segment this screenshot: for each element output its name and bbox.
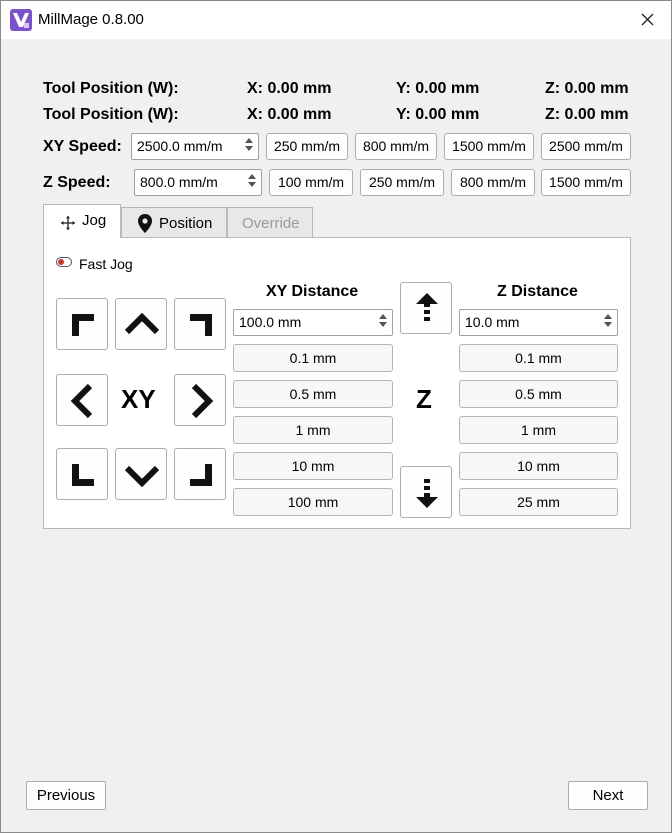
corner-down-left-icon — [57, 449, 109, 501]
z-speed-preset-button[interactable]: 1500 mm/m — [541, 169, 631, 196]
z-distance-preset-button[interactable]: 1 mm — [459, 416, 618, 444]
xy-distance-stepper[interactable] — [376, 312, 390, 333]
tab-jog[interactable] — [43, 204, 121, 238]
previous-button[interactable]: Previous — [26, 781, 106, 810]
tab-position[interactable] — [121, 207, 227, 240]
stepper-down-icon[interactable] — [379, 322, 387, 327]
tool-position-label: Tool Position (W): — [43, 106, 179, 123]
z-distance-input[interactable] — [459, 309, 618, 336]
next-button[interactable]: Next — [568, 781, 648, 810]
xy-speed-preset-button[interactable]: 800 mm/m — [355, 133, 437, 160]
z-down-arrow-icon — [401, 467, 453, 519]
z-speed-input[interactable] — [134, 169, 262, 196]
xy-distance-label: XY Distance — [266, 283, 359, 300]
xy-speed-label: XY Speed: — [43, 138, 122, 155]
tab-jog-label: Jog — [82, 212, 107, 229]
xy-distance-value: 100.0 mm — [239, 314, 302, 330]
jog-down-left-button[interactable] — [56, 448, 108, 500]
z-distance-preset-button[interactable]: 10 mm — [459, 452, 618, 480]
tab-position-label: Position — [159, 215, 213, 232]
z-distance-preset-button[interactable]: 0.1 mm — [459, 344, 618, 372]
jog-up-right-button[interactable] — [174, 298, 226, 350]
stepper-up-icon[interactable] — [604, 314, 612, 319]
z-speed-preset-button[interactable]: 250 mm/m — [360, 169, 444, 196]
z-speed-preset-button[interactable]: 800 mm/m — [451, 169, 535, 196]
title-bar — [1, 1, 671, 39]
tool-position-x: X: 0.00 mm — [247, 106, 332, 123]
xy-speed-preset-button[interactable]: 250 mm/m — [266, 133, 348, 160]
jog-down-right-button[interactable] — [174, 448, 226, 500]
z-speed-stepper[interactable] — [245, 172, 259, 193]
jog-panel — [43, 237, 631, 529]
xy-speed-preset-button[interactable]: 1500 mm/m — [444, 133, 534, 160]
tab-override[interactable] — [227, 207, 313, 240]
jog-z-down-button[interactable] — [400, 466, 452, 518]
stepper-down-icon[interactable] — [248, 182, 256, 187]
stepper-up-icon[interactable] — [248, 174, 256, 179]
jog-down-button[interactable] — [115, 448, 167, 500]
xy-distance-preset-button[interactable]: 1 mm — [233, 416, 393, 444]
millmage-logo-icon — [10, 9, 32, 31]
xy-speed-stepper[interactable] — [242, 136, 256, 157]
xy-distance-preset-button[interactable]: 10 mm — [233, 452, 393, 480]
stepper-up-icon[interactable] — [245, 138, 253, 143]
z-center-label: Z — [416, 384, 432, 414]
xy-speed-value: 2500.0 mm/m — [137, 138, 223, 154]
jog-right-button[interactable] — [174, 374, 226, 426]
xy-speed-input[interactable] — [131, 133, 259, 160]
stepper-down-icon[interactable] — [604, 322, 612, 327]
xy-distance-input[interactable] — [233, 309, 393, 336]
z-distance-value: 10.0 mm — [465, 314, 520, 330]
xy-speed-preset-button[interactable]: 2500 mm/m — [541, 133, 631, 160]
tool-position-y: Y: 0.00 mm — [396, 80, 480, 97]
tab-override-label: Override — [242, 215, 300, 232]
chevron-left-icon — [57, 375, 109, 427]
jog-z-up-button[interactable] — [400, 282, 452, 334]
tool-position-z: Z: 0.00 mm — [545, 80, 629, 97]
stepper-up-icon[interactable] — [379, 314, 387, 319]
z-distance-label: Z Distance — [497, 283, 578, 300]
z-up-arrow-icon — [401, 283, 453, 335]
close-button[interactable] — [625, 1, 671, 39]
tool-position-y: Y: 0.00 mm — [396, 106, 480, 123]
fast-jog-toggle[interactable] — [56, 257, 72, 267]
jog-up-button[interactable] — [115, 298, 167, 350]
z-distance-preset-button[interactable]: 0.5 mm — [459, 380, 618, 408]
chevron-down-icon — [116, 449, 168, 501]
xy-distance-preset-button[interactable]: 100 mm — [233, 488, 393, 516]
tool-position-x: X: 0.00 mm — [247, 80, 332, 97]
map-pin-icon — [138, 214, 152, 233]
xy-center-label: XY — [121, 384, 156, 414]
z-distance-preset-button[interactable]: 25 mm — [459, 488, 618, 516]
tool-position-z: Z: 0.00 mm — [545, 106, 629, 123]
corner-down-right-icon — [175, 449, 227, 501]
jog-left-button[interactable] — [56, 374, 108, 426]
jog-up-left-button[interactable] — [56, 298, 108, 350]
z-speed-label: Z Speed: — [43, 174, 111, 191]
chevron-up-icon — [116, 299, 168, 351]
z-distance-stepper[interactable] — [601, 312, 615, 333]
corner-up-right-icon — [175, 299, 227, 351]
window-title: MillMage 0.8.00 — [38, 11, 144, 28]
chevron-right-icon — [175, 375, 227, 427]
corner-up-left-icon — [57, 299, 109, 351]
z-speed-value: 800.0 mm/m — [140, 174, 218, 190]
tool-position-label: Tool Position (W): — [43, 80, 179, 97]
move-icon — [60, 215, 76, 231]
close-icon — [641, 13, 654, 26]
xy-distance-preset-button[interactable]: 0.1 mm — [233, 344, 393, 372]
fast-jog-label: Fast Jog — [79, 256, 133, 272]
stepper-down-icon[interactable] — [245, 146, 253, 151]
xy-distance-preset-button[interactable]: 0.5 mm — [233, 380, 393, 408]
z-speed-preset-button[interactable]: 100 mm/m — [269, 169, 353, 196]
toggle-knob — [58, 259, 64, 265]
